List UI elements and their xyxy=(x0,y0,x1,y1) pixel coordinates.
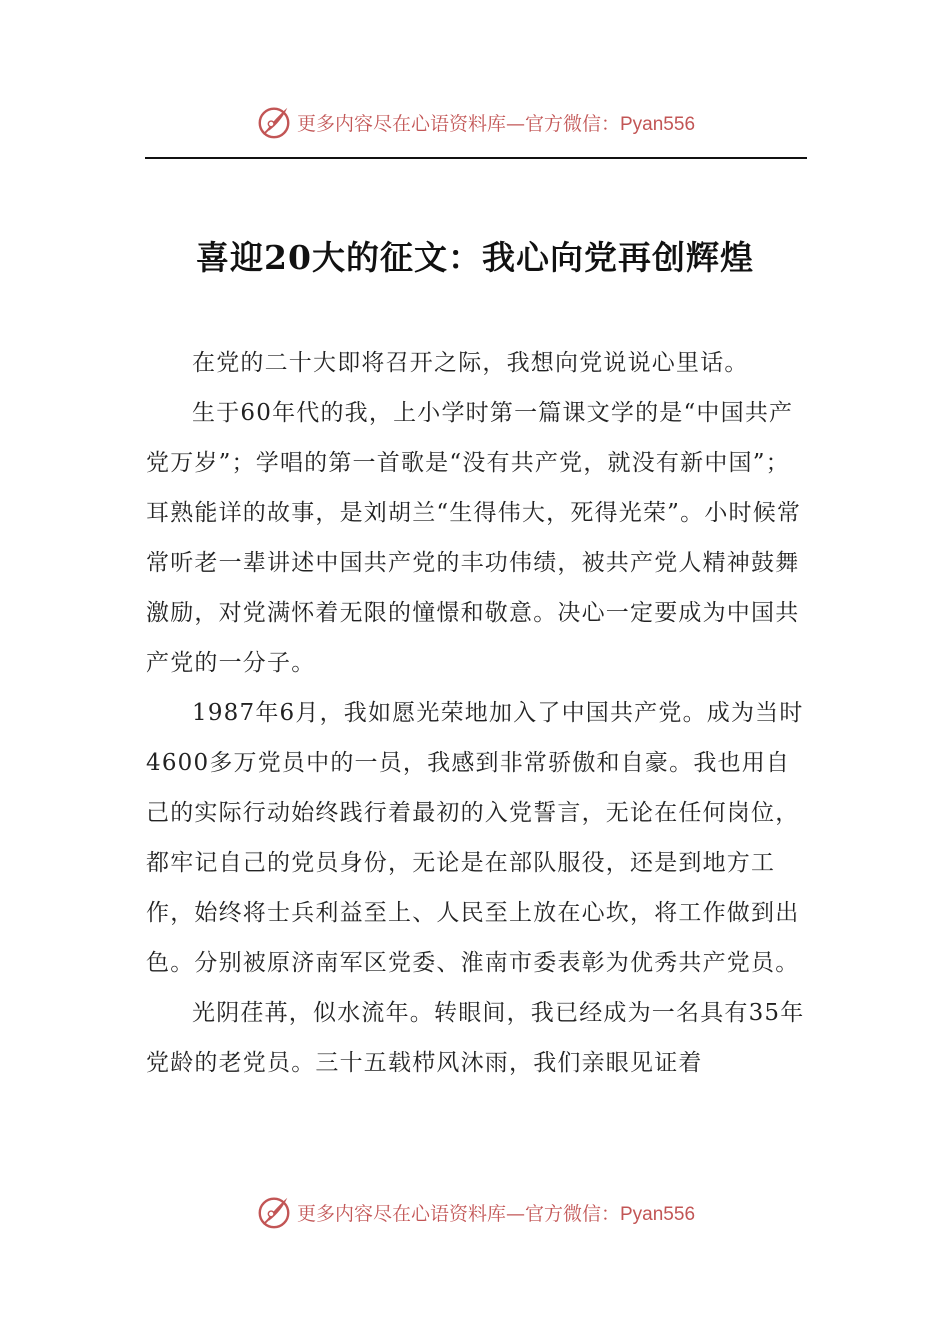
header-rule xyxy=(145,157,807,159)
footer-watermark xyxy=(0,1190,950,1234)
quill-logo-icon xyxy=(255,103,293,141)
header-watermark-text: 更多内容尽在心语资料库—官方微信：Pyan556 xyxy=(296,112,696,135)
paragraph: 在党的二十大即将召开之际，我想向党说说心里话。 xyxy=(192,350,749,376)
document-body xyxy=(146,338,806,1088)
header-watermark xyxy=(0,100,950,144)
footer-watermark-text: 更多内容尽在心语资料库—官方微信：Pyan556 xyxy=(296,1202,696,1225)
footer-wechat-id: Pyan556 xyxy=(620,1203,696,1225)
paragraph: 1987年6月，我如愿光荣地加入了中国共产党。成为当时4600多万党员中的一员，我感到非常骄傲和自豪。我也用自己的实际行动始终践行着最初的入党誓言，无论在任何岗位，都牢记自己的党员身份，无论是在部队服役，还是到地方工作，始终将士兵利益至上、人民至上放在心坎，将工作做到出色。分别被原济南军区党委、淮南市委表彰为优秀共产党员。 xyxy=(146,700,804,976)
header-wechat-id: Pyan556 xyxy=(620,113,696,135)
quill-logo-icon xyxy=(255,1193,293,1231)
paragraph: 生于60年代的我，上小学时第一篇课文学的是“中国共产党万岁”；学唱的第一首歌是“没有共产党，就没有新中国”；耳熟能详的故事，是刘胡兰“生得伟大，死得光荣”。小时候常常听老一辈讲述中国共产党的丰功伟绩，被共产党人精神鼓舞激励，对党满怀着无限的憧憬和敬意。决心一定要成为中国共产党的一分子。 xyxy=(146,400,802,676)
paragraph: 光阴荏苒，似水流年。转眼间，我已经成为一名具有35年党龄的老党员。三十五载栉风沐雨，我们亲眼见证着 xyxy=(146,1000,805,1076)
document-title: 喜迎20大的征文：我心向党再创辉煌 xyxy=(196,238,754,277)
